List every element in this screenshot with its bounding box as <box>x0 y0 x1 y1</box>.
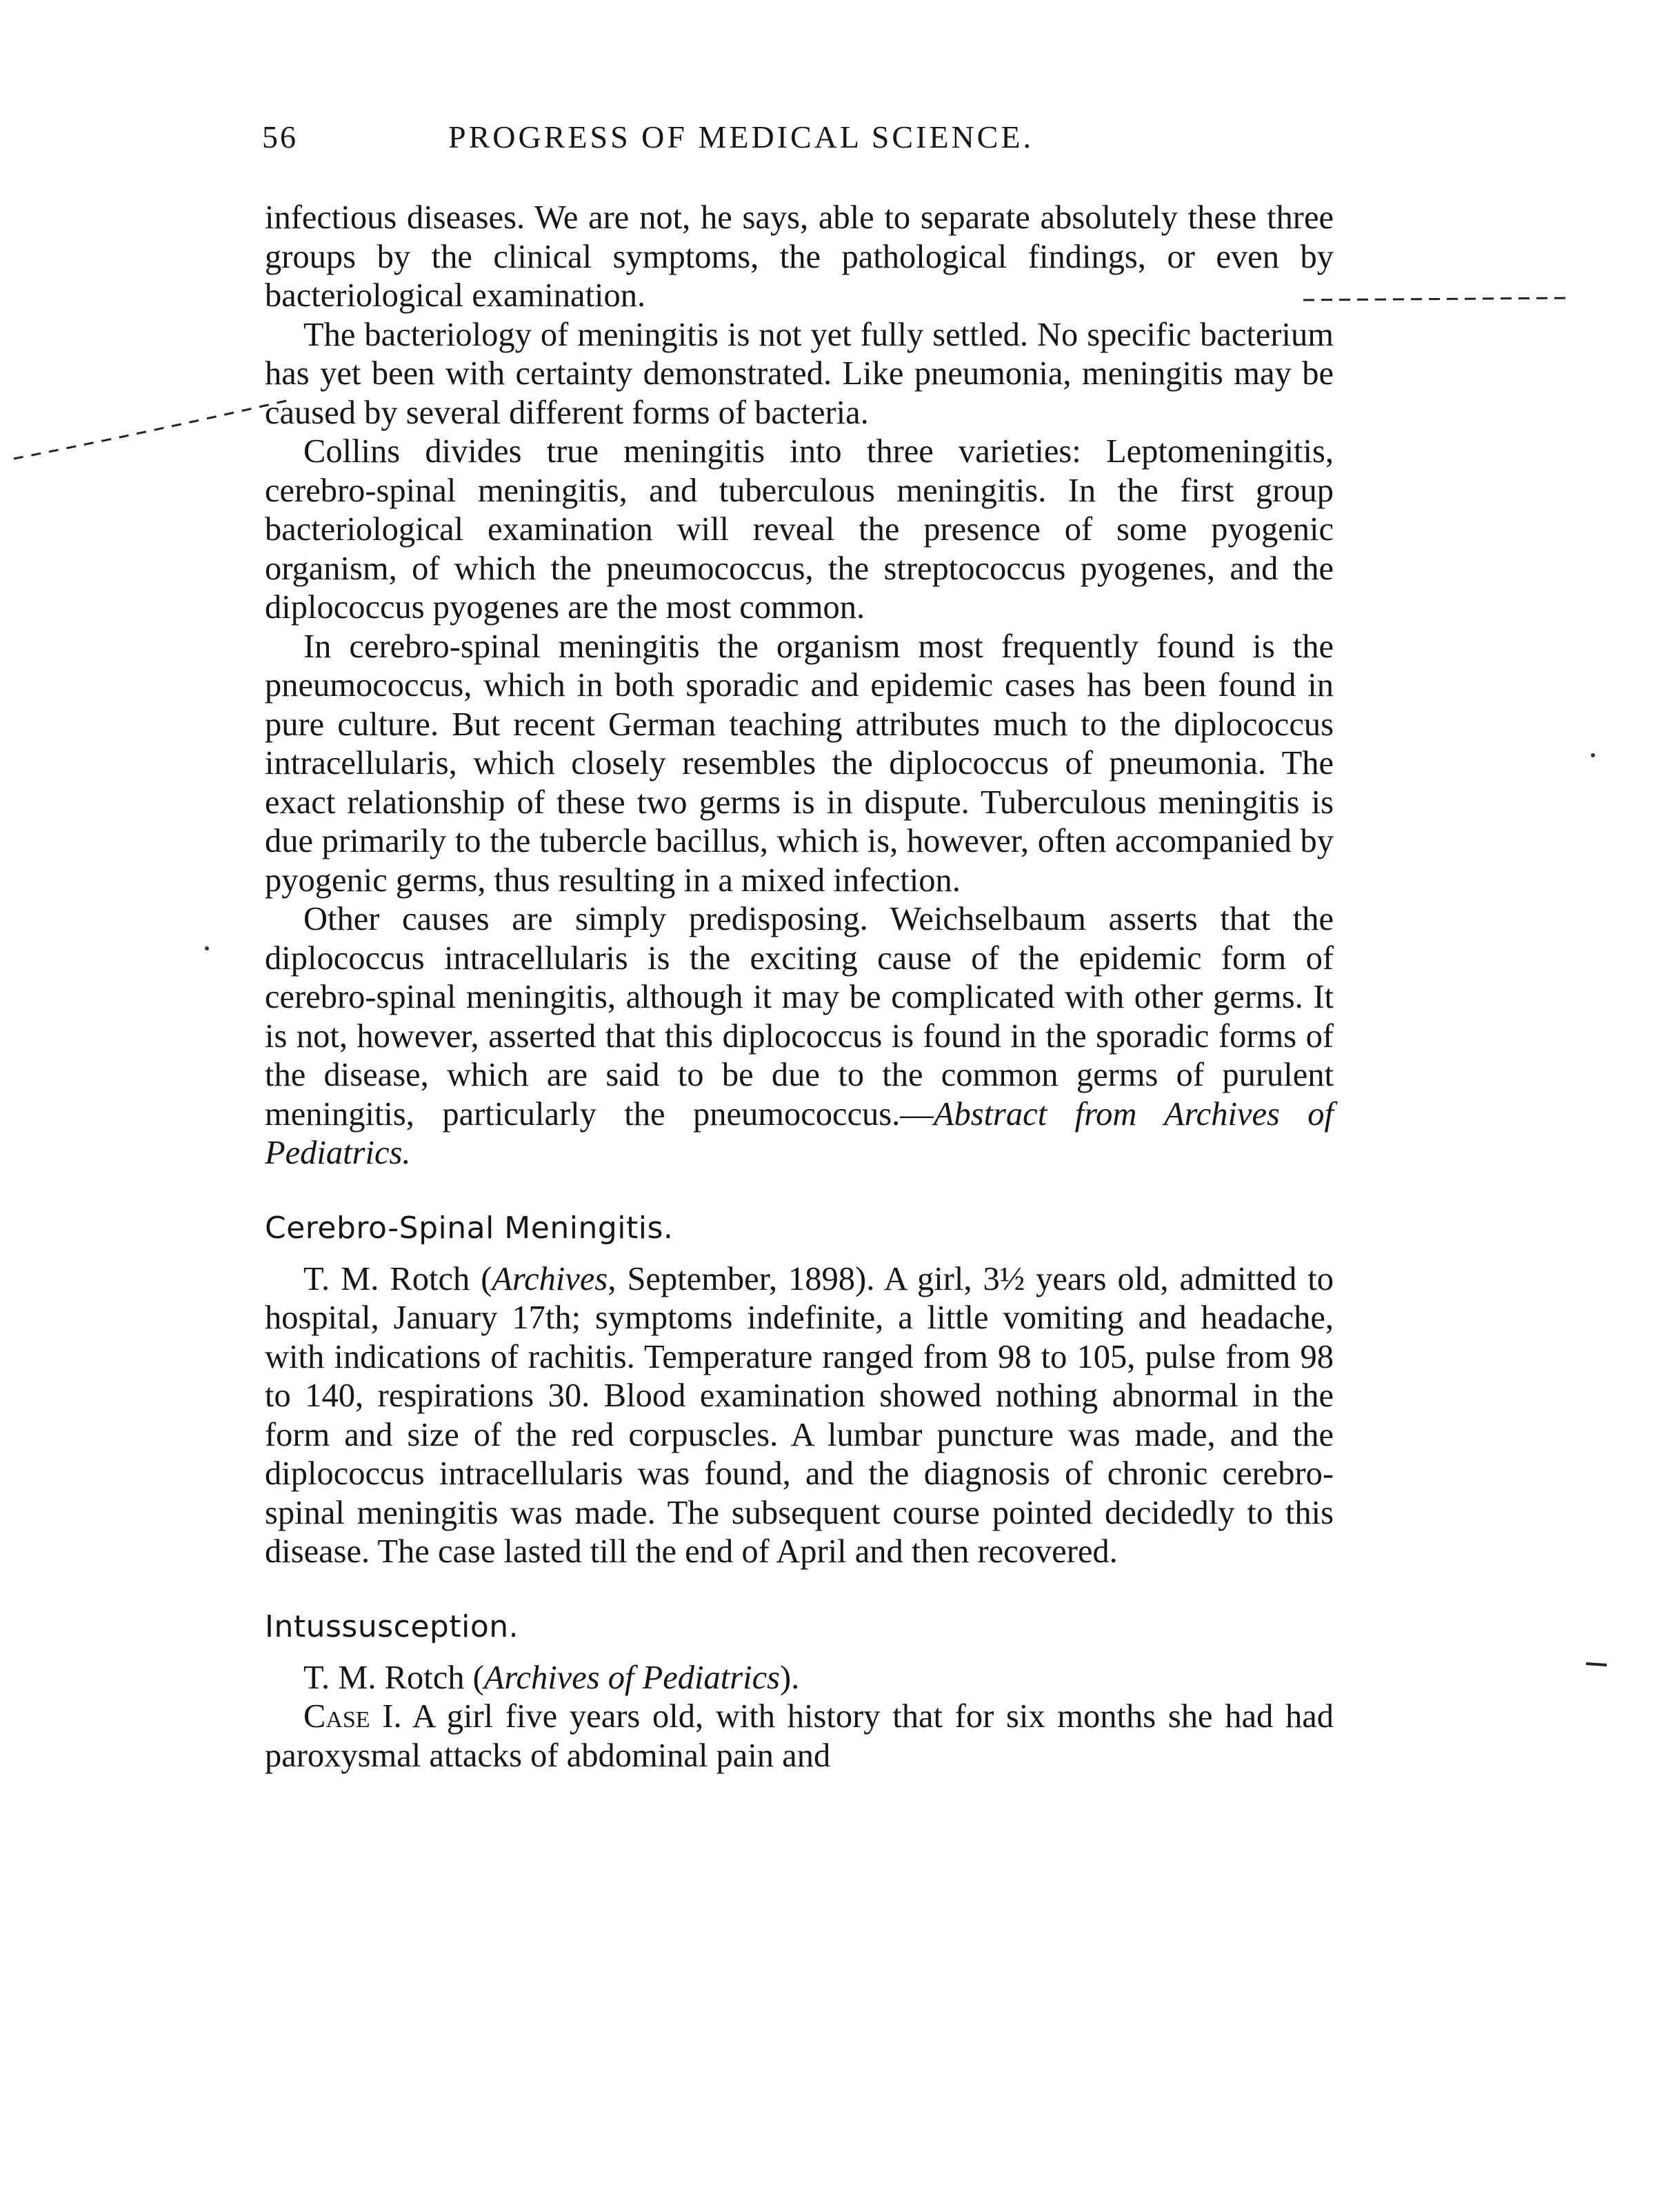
paragraph-continuation: infectious diseases. We are not, he says, able to separate absolutely these three groups by the clinical symptoms, the pathological findings, or even by bacteriological examination. <box>265 199 1334 314</box>
intus-author-end: ). <box>780 1659 800 1696</box>
case-text: A girl five years old, with history that for six months she had had paroxysmal attacks of abdominal pain and <box>265 1698 1334 1774</box>
intus-author: T. M. Rotch ( <box>303 1659 484 1696</box>
body-text <box>265 199 1334 1775</box>
abstract-source: Abstract from Archives of Pediatrics. <box>265 1095 1334 1171</box>
paragraph-cerebro-spinal-organism: In cerebro-spinal meningitis the organism most frequently found is the pneumococcus, which in both sporadic and epidemic cases has been found in pure culture. But recent German teaching attributes much to the diplococcus intracellularis, which closely resembles the diplococcus of pneumonia. The exact relationship of these two germs is in dispute. Tuberculous meningitis is due primarily to the tubercle bacillus, which is, however, often accompanied by pyogenic germs, thus resulting in a mixed infection. <box>265 628 1334 899</box>
dashed-mark-left <box>14 400 290 459</box>
paragraph-collins: Collins divides true meningitis into three varieties: Leptomeningitis, cerebro-spinal meningitis, and tuberculous meningitis. In the first group bacteriological examination will reveal the presence of some pyogenic organism, of which the pneumococcus, the streptococcus pyogenes, and the diplococcus pyogenes are the most common. <box>265 433 1334 626</box>
paragraph-rotch-case <box>265 1260 1334 1572</box>
paragraph-other-causes <box>265 900 1334 1173</box>
stray-mark-right <box>1586 1664 1607 1665</box>
rotch-journal: Archives <box>492 1260 608 1297</box>
stray-dot-2 <box>205 946 209 950</box>
running-title: PROGRESS OF MEDICAL SCIENCE. <box>448 119 1034 155</box>
paragraph-intussusception-citation <box>265 1659 1334 1698</box>
stray-dot <box>1591 753 1595 757</box>
paragraph-other-causes-text: Other causes are simply predisposing. Weichselbaum asserts that the diplococcus intracellularis is the exciting cause of the epidemic form of cerebro-spinal meningitis, although it may be complicated with other germs. It is not, however, asserted that this diplococcus is found in the sporadic forms of the disease, which are said to be due to the common germs of purulent meningitis, particularly the pneumococcus.— <box>265 901 1334 1133</box>
case-label: Case I. <box>303 1698 402 1735</box>
paragraph-case-one <box>265 1697 1334 1775</box>
section-heading-cerebro-spinal-meningitis: Cerebro-Spinal Meningitis. <box>265 1210 674 1246</box>
rotch-case-text: , September, 1898). A girl, 3½ years old, admitted to hospital, January 17th; symptoms indefinite, a little vomiting and headache, with indications of rachitis. Temperature ranged from 98 to 105, pulse from 98 to 140, respirations 30. Blood examination showed nothing abnormal in the form and size of the red corpuscles. A lumbar puncture was made, and the diplococcus intracellularis was found, and the diagnosis of chronic cerebro-spinal meningitis was made. The subsequent course pointed decidedly to this disease. The case lasted till the end of April and then recovered. <box>265 1260 1334 1570</box>
section-heading-intussusception: Intussusception. <box>265 1608 519 1644</box>
page-number: 56 <box>262 119 298 155</box>
dashed-mark-right <box>1303 298 1572 300</box>
running-head <box>262 119 1338 167</box>
rotch-author: T. M. Rotch ( <box>303 1260 492 1297</box>
paragraph-bacteriology: The bacteriology of meningitis is not yet fully settled. No specific bacterium has yet been with certainty demonstrated. Like pneumonia, meningitis may be caused by several different forms of bacteria. <box>265 316 1334 431</box>
intus-journal: Archives of Pediatrics <box>483 1659 780 1696</box>
